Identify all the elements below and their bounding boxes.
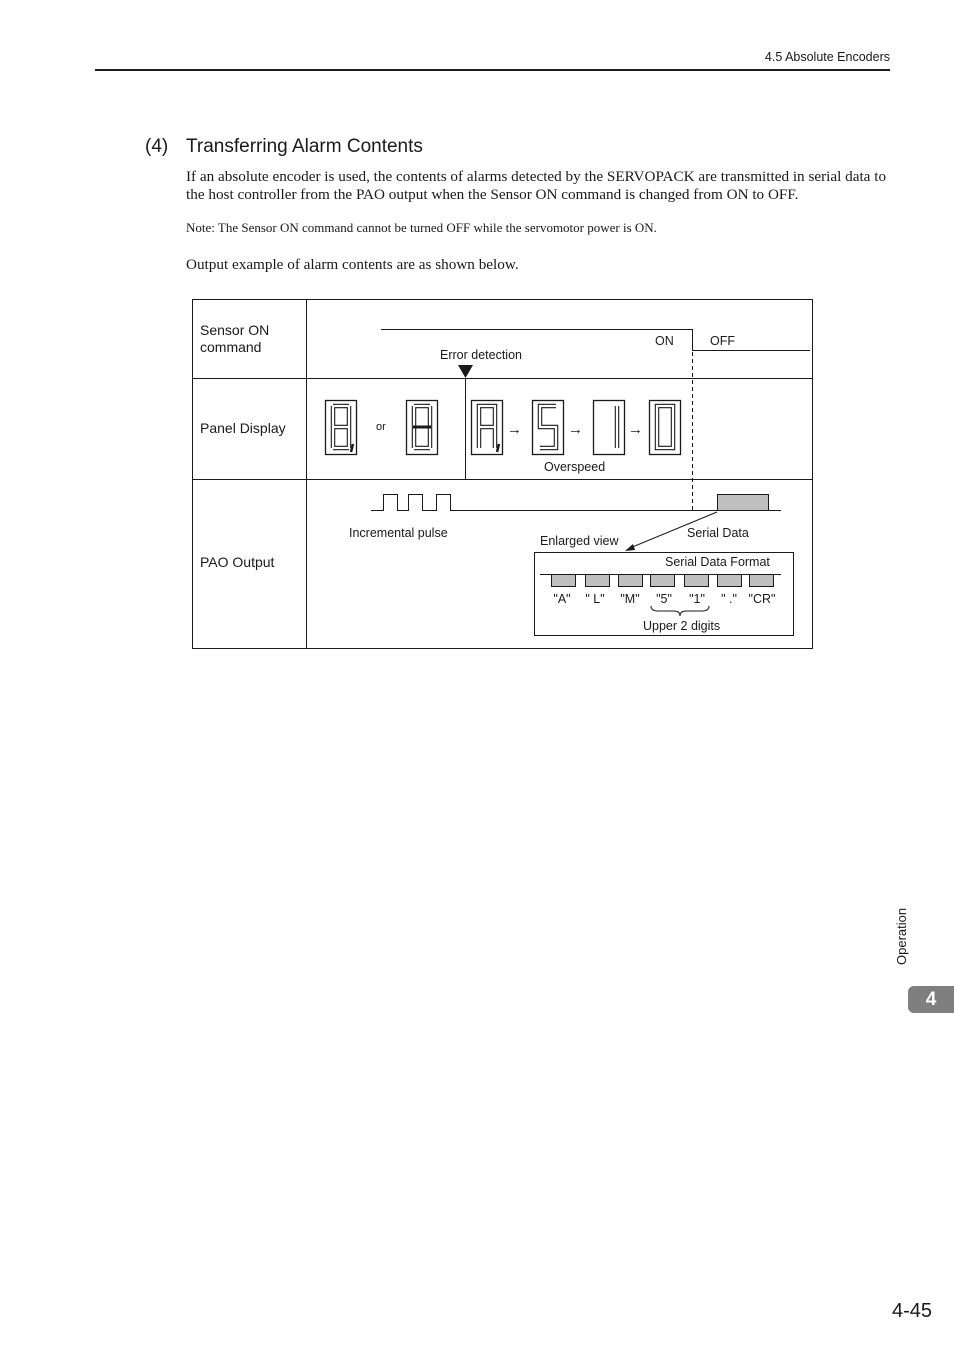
incremental-pulse-waveform — [371, 495, 717, 511]
char-label: "CR" — [748, 592, 776, 606]
row-label-panel-display: Panel Display — [200, 420, 286, 436]
seven-seg-digit-5 — [533, 401, 564, 455]
enlarge-arrow-head — [625, 544, 635, 551]
note-text: Note: The Sensor ON command cannot be turned OFF while the servomotor power is ON. — [186, 220, 657, 235]
char-block — [619, 575, 643, 587]
page-number: 4-45 — [891, 1300, 932, 1322]
char-label: "M" — [620, 592, 640, 606]
error-detection-marker — [458, 365, 473, 378]
running-header: 4.5 Absolute Encoders — [764, 50, 890, 64]
arrow-icon-2: → — [568, 421, 583, 438]
arrow-icon-3: → — [628, 421, 643, 438]
output-example-text: Output example of alarm contents are as shown below. — [186, 256, 519, 273]
char-block — [685, 575, 709, 587]
char-label: " L" — [585, 592, 605, 606]
serial-data-block — [718, 495, 769, 511]
or-label: or — [376, 421, 386, 433]
char-label: "A" — [553, 592, 571, 606]
row-label-pao-output: PAO Output — [200, 554, 275, 570]
incremental-pulse-label: Incremental pulse — [349, 526, 448, 540]
arrow-icon-1: → — [507, 421, 522, 438]
seven-seg-digit-dash — [407, 401, 438, 455]
char-block — [552, 575, 576, 587]
char-label: "5" — [656, 592, 672, 606]
seven-seg-digit-8-dot — [326, 401, 357, 455]
seven-seg-digit-1 — [594, 401, 625, 455]
error-detection-label: Error detection — [440, 348, 522, 362]
char-block — [651, 575, 675, 587]
overspeed-label: Overspeed — [544, 460, 606, 474]
seven-seg-digit-0 — [650, 401, 681, 455]
on-label: ON — [655, 334, 674, 348]
upper-digits-label: Upper 2 digits — [643, 619, 721, 633]
char-block — [750, 575, 774, 587]
section-title: Transferring Alarm Contents — [186, 136, 423, 157]
side-chapter-label: Operation — [894, 907, 909, 965]
char-label: " ." — [721, 592, 737, 606]
char-block — [586, 575, 610, 587]
row-label-sensor-on-1: Sensor ON — [200, 322, 270, 338]
enlarged-view-label: Enlarged view — [540, 534, 619, 548]
seven-seg-digit-A-dot — [472, 401, 503, 455]
body-paragraph: If an absolute encoder is used, the contents of alarms detected by the SERVOPACK are transmitted in serial data to the host controller from the PAO output when the Sensor ON command is changed from ON to OFF. — [186, 168, 887, 203]
char-block — [718, 575, 742, 587]
serial-data-label: Serial Data — [687, 526, 749, 540]
serial-data-format-label: Serial Data Format — [665, 555, 770, 569]
section-number: (4) — [145, 136, 169, 157]
char-label: "1" — [689, 592, 705, 606]
chapter-tab: 4 — [908, 986, 954, 1013]
row-label-sensor-on-2: command — [200, 339, 262, 355]
off-label: OFF — [710, 334, 735, 348]
